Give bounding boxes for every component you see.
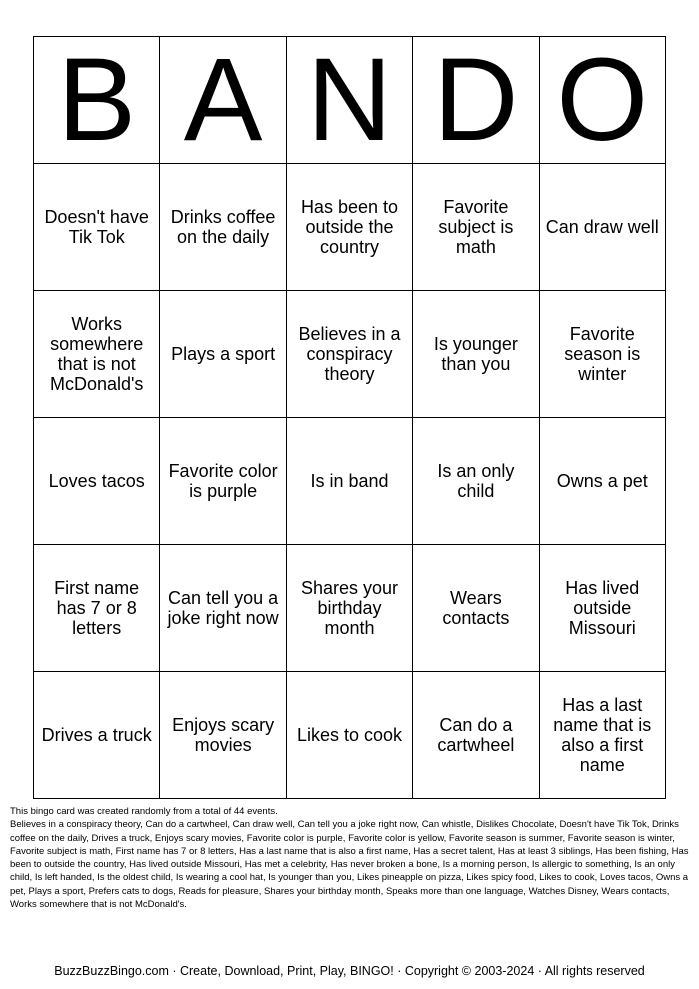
bingo-cell: Is an only child xyxy=(413,418,539,545)
bingo-cell: Has lived outside Missouri xyxy=(539,545,665,672)
card-row xyxy=(34,672,666,799)
header-letter-d: D xyxy=(413,37,539,164)
bingo-cell: First name has 7 or 8 letters xyxy=(34,545,160,672)
card-row xyxy=(34,418,666,545)
bingo-cell: Shares your birthday month xyxy=(286,545,412,672)
header-letter-a: A xyxy=(160,37,286,164)
bingo-cell: Plays a sport xyxy=(160,291,286,418)
bingo-cell: Drinks coffee on the daily xyxy=(160,164,286,291)
card-row xyxy=(34,545,666,672)
bingo-cell: Can draw well xyxy=(539,164,665,291)
bingo-cell: Owns a pet xyxy=(539,418,665,545)
bingo-cell: Is in band xyxy=(286,418,412,545)
bingo-cell: Doesn't have Tik Tok xyxy=(34,164,160,291)
bingo-cell: Likes to cook xyxy=(286,672,412,799)
bingo-cell: Has been to outside the country xyxy=(286,164,412,291)
card-row xyxy=(34,291,666,418)
bingo-cell: Favorite color is purple xyxy=(160,418,286,545)
bingo-cell: Can do a cartwheel xyxy=(413,672,539,799)
bingo-cell: Can tell you a joke right now xyxy=(160,545,286,672)
bingo-cell: Favorite subject is math xyxy=(413,164,539,291)
header-row xyxy=(34,37,666,164)
bingo-cell: Drives a truck xyxy=(34,672,160,799)
site-footer: BuzzBuzzBingo.com · Create, Download, Print, Play, BINGO! · Copyright © 2003-2024 · All rights reserved xyxy=(54,964,645,978)
event-list-footnote xyxy=(10,805,690,911)
bingo-cell: Works somewhere that is not McDonald's xyxy=(34,291,160,418)
bingo-cell: Loves tacos xyxy=(34,418,160,545)
header-letter-b: B xyxy=(34,37,160,164)
header-letter-o: O xyxy=(539,37,665,164)
header-letter-n: N xyxy=(286,37,412,164)
bingo-card xyxy=(33,36,666,799)
bingo-cell: Wears contacts xyxy=(413,545,539,672)
footnote-events: Believes in a conspiracy theory, Can do a cartwheel, Can draw well, Can tell you a joke right now, Can whistle, Dislikes Chocolate, Doesn't have Tik Tok, Drinks coffee on the daily, Drives a truck, Enjoys scary movies, Favorite color is purple, Favorite color is yellow, Favorite season is summer, Favorite season is winter, Favorite subject is math, First name has 7 or 8 letters, Has a last name that is also a first name, Has a secret talent, Has at least 3 siblings, Has been fishing, Has been to outside the country, Has lived outside Missouri, Has met a celebrity, Has never broken a bone, Is a morning person, Is allergic to something, Is an only child, Is left handed, Is the oldest child, Is wearing a cool hat, Is younger than you, Likes pineapple on pizza, Likes spicy food, Likes to cook, Loves tacos, Owns a pet, Plays a sport, Prefers cats to dogs, Reads for pleasure, Shares your birthday month, Speaks more than one language, Watches Disney, Wears contacts, Works somewhere that is not McDonald's. xyxy=(10,819,689,911)
bingo-cell: Has a last name that is also a first name xyxy=(539,672,665,799)
footnote-intro: This bingo card was created randomly from a total of 44 events. xyxy=(10,806,278,817)
bingo-cell: Enjoys scary movies xyxy=(160,672,286,799)
bingo-cell: Believes in a conspiracy theory xyxy=(286,291,412,418)
bingo-cell: Is younger than you xyxy=(413,291,539,418)
card-row xyxy=(34,164,666,291)
bingo-cell: Favorite season is winter xyxy=(539,291,665,418)
